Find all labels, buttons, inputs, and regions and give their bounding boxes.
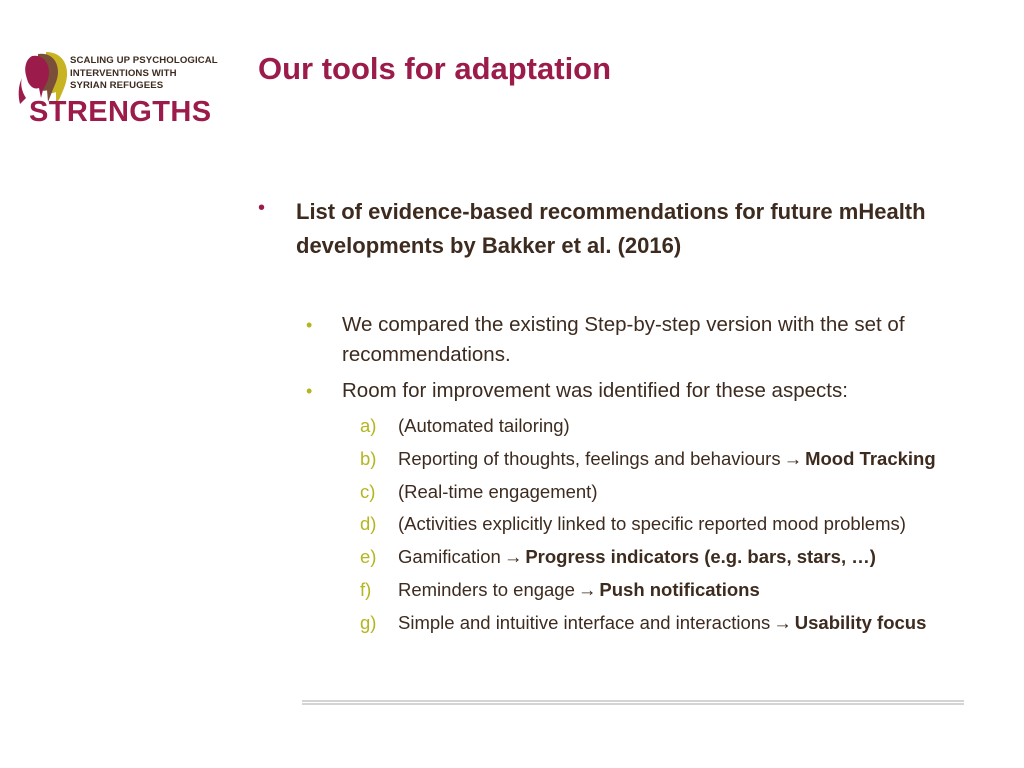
aspect-result: Progress indicators (e.g. bars, stars, …) [525,546,876,567]
aspect-text: (Automated tailoring) [398,415,570,436]
aspect-text: Gamification [398,546,501,567]
aspect-result: Usability focus [794,612,927,633]
aspect-result: Push notifications [599,579,760,600]
logo-tagline [70,55,218,93]
strengths-logo [16,48,226,130]
sub-bullet-text: We compared the existing Step-by-step version with the set of recommendations. [342,313,905,366]
aspect-text: Reminders to engage [398,579,575,600]
slide-title: Our tools for adaptation [258,51,612,86]
list-marker: b) [360,448,377,469]
list-marker: d) [360,513,377,534]
aspect-text: (Activities explicitly linked to specific reported mood problems) [398,513,906,534]
logo-tagline-line: INTERVENTIONS WITH [70,67,177,79]
bullet-icon: • [306,315,313,335]
arrow-right-icon: → [783,448,803,469]
aspect-line [398,610,926,636]
sub-bullet-text: Room for improvement was identified for these aspects: [342,379,848,402]
aspect-line [398,544,876,570]
list-marker: f) [360,579,372,600]
aspect-line [398,446,936,472]
bullet-icon: • [306,381,313,401]
logo-tagline-line: SYRIAN REFUGEES [70,80,164,91]
arrow-right-icon: → [577,579,597,600]
logo-wordmark: STRENGTHS [29,96,212,128]
aspect-text: Reporting of thoughts, feelings and behaviours [398,448,781,469]
logo-tagline-line: SCALING UP PSYCHOLOGICAL [70,55,218,66]
list-marker: g) [360,612,377,633]
list-marker: a) [360,415,377,436]
bullet-icon: • [258,197,266,219]
arrow-right-icon: → [773,612,792,633]
main-bullet-text: List of evidence-based recommendations for future mHealth developments by Bakker et al. (2016) [296,199,926,258]
aspect-line [398,577,760,603]
list-marker: e) [360,546,377,567]
aspect-text: (Real-time engagement) [398,481,598,502]
list-marker: c) [360,481,376,502]
arrow-right-icon: → [503,546,523,567]
aspect-text: Simple and intuitive interface and interactions [398,612,771,633]
aspect-result: Mood Tracking [805,448,936,469]
footer-divider [302,700,964,705]
